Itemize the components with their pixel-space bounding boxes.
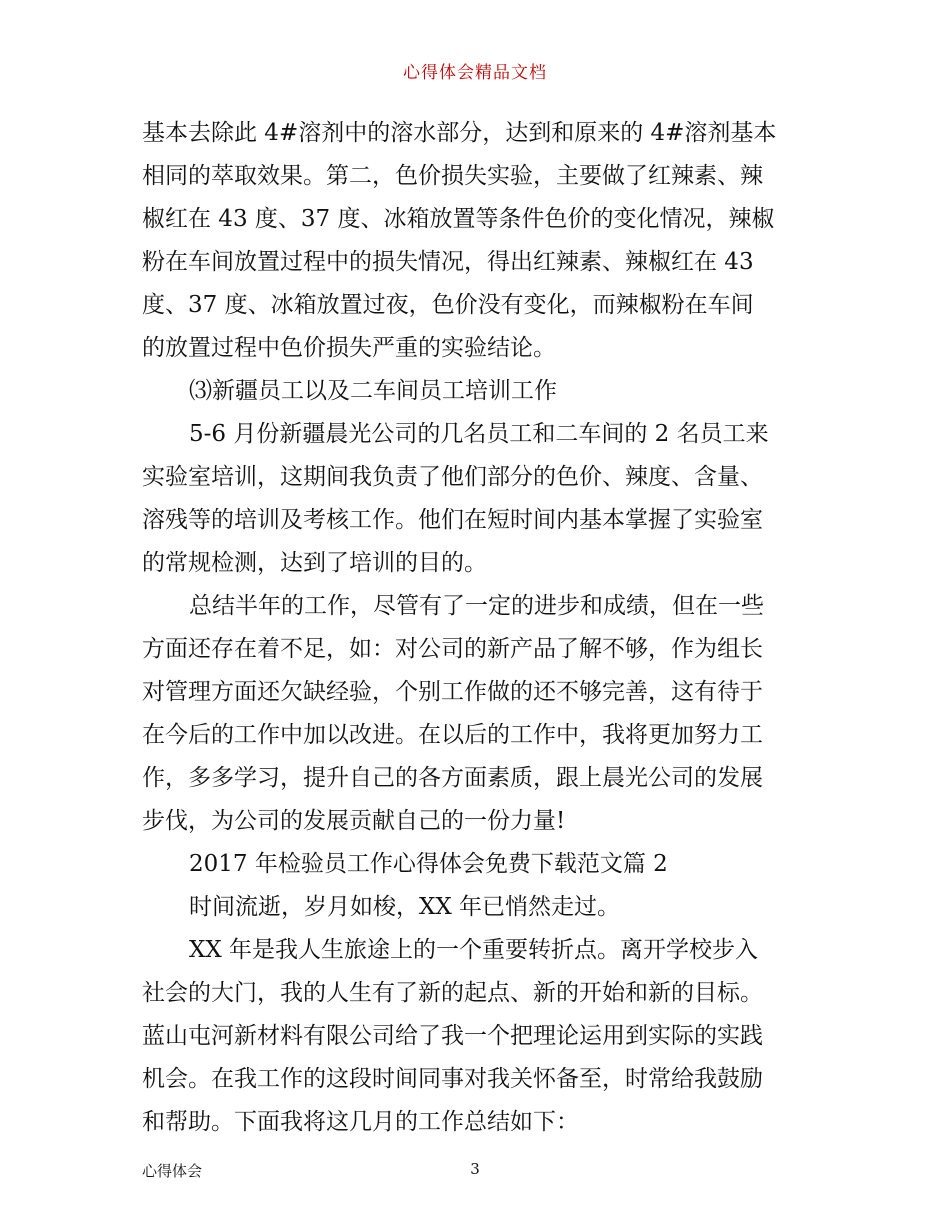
text-line: 总结半年的工作，尽管有了一定的进步和成绩，但在一些 [189,593,764,619]
text-line: 对管理方面还欠缺经验，个别工作做的还不够完善，这有待于 [142,679,763,705]
text-line: 粉在车间放置过程中的损失情况，得出红辣素、辣椒红在 43 [142,249,754,275]
text-line: 社会的大门，我的人生有了新的起点、新的开始和新的目标。 [142,980,763,1006]
footer-label: 心得体会 [142,1162,203,1180]
page-number: 3 [470,1160,480,1178]
text-line: 相同的萃取效果。第二，色价损失实验，主要做了红辣素、辣 [142,163,763,189]
text-line: 时间流逝，岁月如梭，XX 年已悄然走过。 [189,894,621,920]
text-line: 实验室培训，这期间我负责了他们部分的色价、辣度、含量、 [142,464,763,490]
text-line: 5-6 月份新疆晨光公司的几名员工和二车间的 2 名员工来 [189,421,769,447]
text-line: 度、37 度、冰箱放置过夜，色价没有变化，而辣椒粉在车间 [142,292,754,318]
text-line: 椒红在 43 度、37 度、冰箱放置等条件色价的变化情况，辣椒 [142,206,775,232]
text-line: 和帮助。下面我将这几月的工作总结如下： [142,1109,579,1135]
text-line: 方面还存在着不足，如：对公司的新产品了解不够，作为组长 [142,636,763,662]
text-line: 在今后的工作中加以改进。在以后的工作中，我将更加努力工 [142,722,763,748]
page-header-title: 心得体会精品文档 [403,63,547,83]
text-line: 步伐，为公司的发展贡献自己的一份力量! [142,808,566,834]
article-title: 2017 年检验员工作心得体会免费下载范文篇 2 [189,851,668,877]
text-line: 的常规检测，达到了培训的目的。 [142,550,487,576]
text-line: 基本去除此 4#溶剂中的溶水部分，达到和原来的 4#溶剂基本 [142,120,777,146]
section-heading: ⑶新疆员工以及二车间员工培训工作 [189,378,557,404]
text-line: XX 年是我人生旅途上的一个重要转折点。离开学校步入 [189,937,759,963]
document-body [142,112,812,1144]
text-line: 机会。在我工作的这段时间同事对我关怀备至，时常给我鼓励 [142,1066,763,1092]
text-line: 作，多多学习，提升自己的各方面素质，跟上晨光公司的发展 [142,765,763,791]
text-line: 的放置过程中色价损失严重的实验结论。 [142,335,556,361]
text-line: 溶残等的培训及考核工作。他们在短时间内基本掌握了实验室 [142,507,763,533]
text-line: 蓝山屯河新材料有限公司给了我一个把理论运用到实际的实践 [142,1023,763,1049]
